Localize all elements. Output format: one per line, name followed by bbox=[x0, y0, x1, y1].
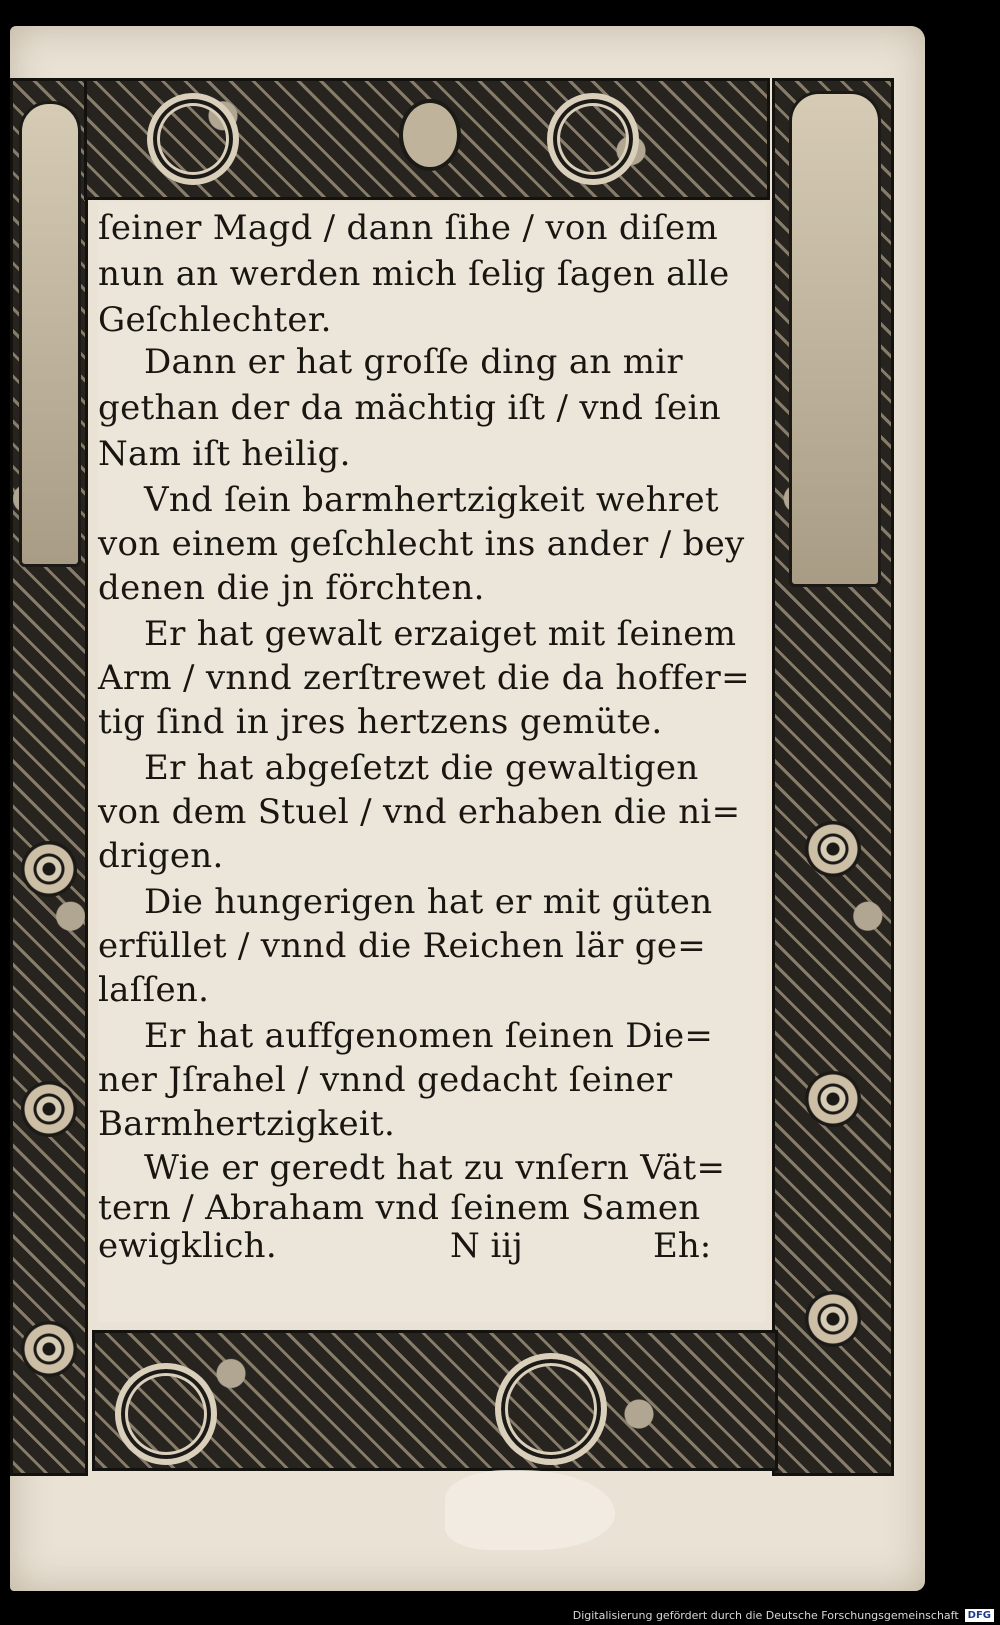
footer-credit-bar bbox=[567, 1605, 1000, 1625]
text-line: gethan der da mächtig iſt / vnd ſein bbox=[98, 388, 721, 428]
rosette-ornament bbox=[21, 1081, 77, 1137]
text-line: Nam iſt heilig. bbox=[98, 434, 351, 474]
rosette-ornament bbox=[21, 1321, 77, 1377]
text-line: tig ſind in jres hertzens gemüte. bbox=[98, 702, 663, 742]
scroll-ornament bbox=[115, 1363, 217, 1465]
text-line: von einem geſchlecht ins ander / bey bbox=[98, 524, 745, 564]
mask-face-ornament bbox=[399, 99, 461, 171]
text-line: tern / Abraham vnd ſeinem Samen bbox=[98, 1188, 701, 1228]
scroll-ornament bbox=[495, 1353, 607, 1465]
catchword: Eh: bbox=[653, 1226, 712, 1266]
text-line: ewigklich. bbox=[98, 1226, 277, 1266]
text-line: Er hat gewalt erzaiget mit ſeinem bbox=[144, 614, 737, 654]
text-line: Dann er hat groſſe ding an mir bbox=[144, 342, 683, 382]
text-line: erfüllet / vnnd die Reichen lär ge= bbox=[98, 926, 707, 966]
right-border-ornament bbox=[772, 78, 894, 1476]
saint-figure-left bbox=[19, 101, 81, 567]
rosette-ornament bbox=[805, 1291, 861, 1347]
funding-credit: Digitalisierung gefördert durch die Deutsche Forschungsgemeinschaft bbox=[572, 1608, 959, 1622]
left-border-ornament bbox=[10, 78, 88, 1476]
text-line: drigen. bbox=[98, 836, 224, 876]
signature-mark: N iij bbox=[450, 1226, 523, 1266]
rosette-ornament bbox=[21, 841, 77, 897]
scroll-ornament bbox=[147, 93, 239, 185]
rosette-ornament bbox=[805, 1071, 861, 1127]
text-line: Er hat abgeſetzt die gewaltigen bbox=[144, 748, 699, 788]
text-line: nun an werden mich ſelig ſagen alle bbox=[98, 254, 730, 294]
text-column bbox=[98, 202, 766, 1322]
text-line: ſeiner Magd / dann ſihe / von diſem bbox=[98, 208, 718, 248]
text-line: ner Jſrahel / vnnd gedacht ſeiner bbox=[98, 1060, 673, 1100]
bottom-border-ornament bbox=[92, 1330, 778, 1471]
text-line: Geſchlechter. bbox=[98, 300, 332, 340]
top-border-ornament bbox=[84, 78, 770, 200]
text-line: Vnd ſein barmhertzigkeit wehret bbox=[144, 480, 719, 520]
text-line: Wie er geredt hat zu vnſern Vät= bbox=[144, 1148, 726, 1188]
scroll-ornament bbox=[547, 93, 639, 185]
text-line: von dem Stuel / vnd erhaben die ni= bbox=[98, 792, 741, 832]
text-line: denen die jn förchten. bbox=[98, 568, 485, 608]
dfg-logo: DFG bbox=[965, 1609, 994, 1622]
saint-figure-right bbox=[789, 91, 881, 587]
rosette-ornament bbox=[805, 821, 861, 877]
text-line: laſſen. bbox=[98, 970, 210, 1010]
text-line: Arm / vnnd zerſtrewet die da hoffer= bbox=[98, 658, 750, 698]
text-line: Barmhertzigkeit. bbox=[98, 1104, 396, 1144]
text-line: Er hat auffgenomen ſeinen Die= bbox=[144, 1016, 714, 1056]
text-line: Die hungerigen hat er mit güten bbox=[144, 882, 713, 922]
